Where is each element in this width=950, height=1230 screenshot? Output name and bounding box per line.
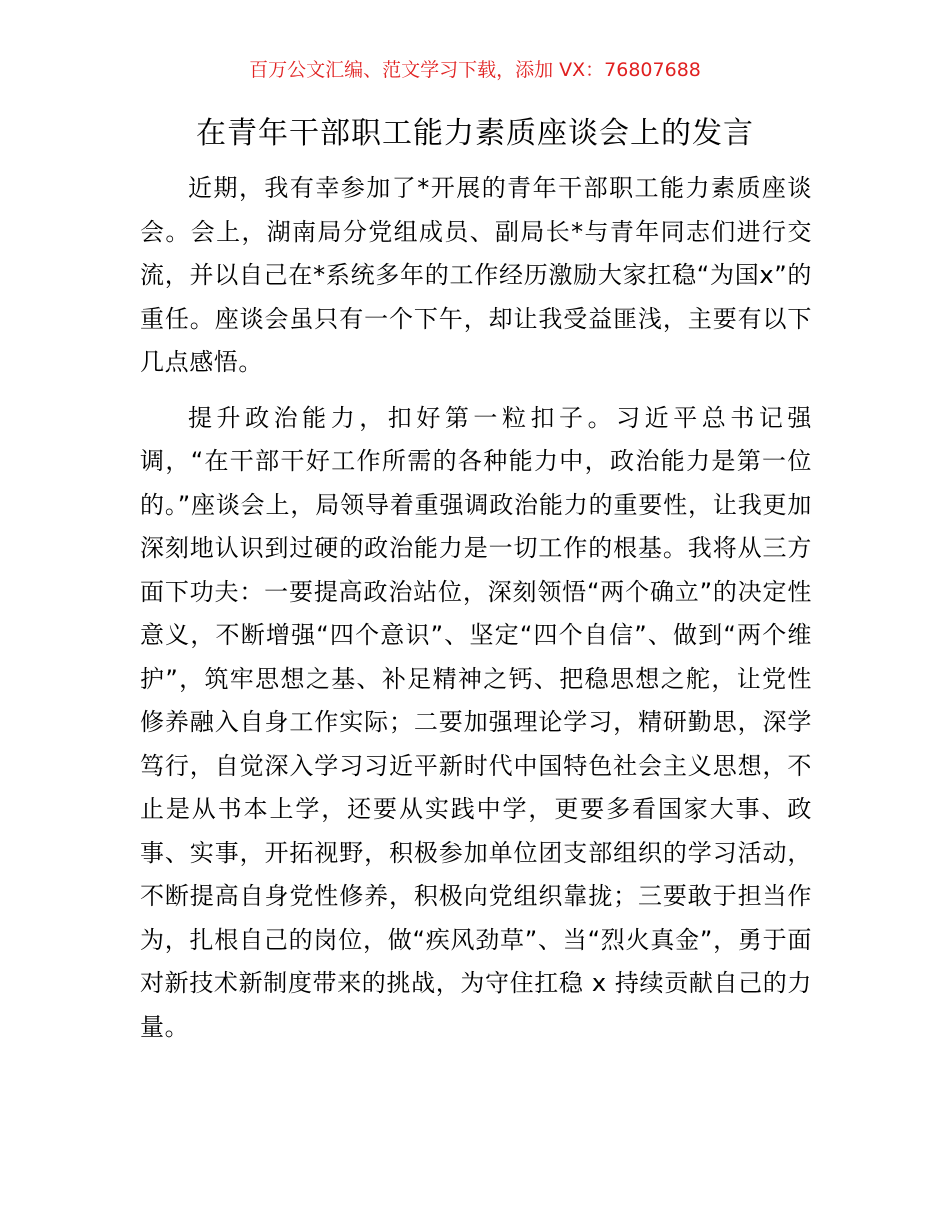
- header-banner: 百万公文汇编、范文学习下载，添加 VX：76807688: [249, 59, 701, 81]
- document-body: [140, 167, 812, 1049]
- paragraph-intro: 近期，我有幸参加了*开展的青年干部职工能力素质座谈会。会上，湖南局分党组成员、副局长*与青年同志们进行交流，并以自己在*系统多年的工作经历激励大家扛稳“为国x”的重任。座谈会虽只有一个下午，却让我受益匪浅，主要有以下几点感悟。: [140, 174, 812, 376]
- document-title: 在青年干部职工能力素质座谈会上的发言: [196, 116, 754, 151]
- paragraph-political-ability: 提升政治能力，扣好第一粒扣子。习近平总书记强调，“在干部干好工作所需的各种能力中，政治能力是第一位的。”座谈会上，局领导着重强调政治能力的重要性，让我更加深刻地认识到过硬的政治能力是一切工作的根基。我将从三方面下功夫：一要提高政治站位，深刻领悟“两个确立”的决定性意义，不断增强“四个意识”、坚定“四个自信”、做到“两个维护”，筑牢思想之基、补足精神之钙、把稳思想之舵，让党性修养融入自身工作实际；二要加强理论学习，精研勤思，深学笃行，自觉深入学习习近平新时代中国特色社会主义思想，不止是从书本上学，还要从实践中学，更要多看国家大事、政事、实事，开拓视野，积极参加单位团支部组织的学习活动，不断提高自身党性修养，积极向党组织靠拢；三要敢于担当作为，扎根自己的岗位，做“疾风劲草”、当“烈火真金”，勇于面对新技术新制度带来的挑战，为守住扛稳 x 持续贡献自己的力量。: [140, 403, 812, 1041]
